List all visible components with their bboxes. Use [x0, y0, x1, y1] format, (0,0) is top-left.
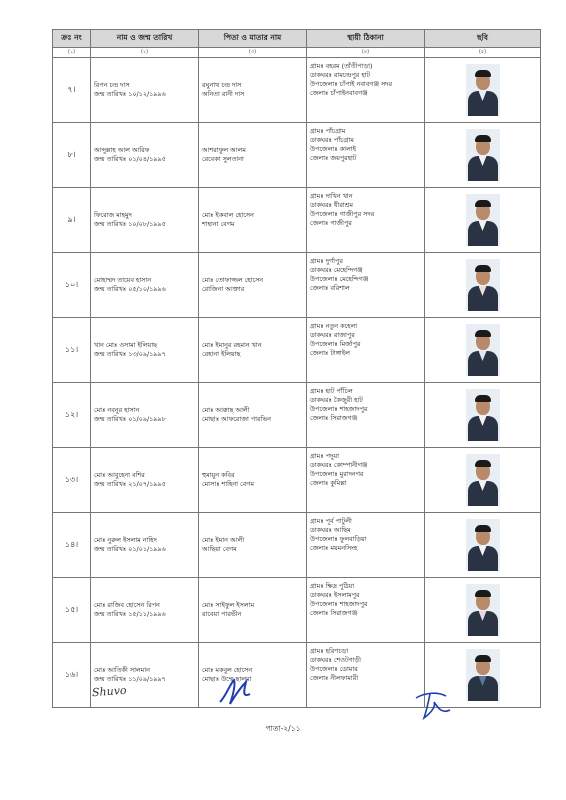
date-of-birth: জন্ম তারিখঃ ০৫/১০/১৯৯৬ [94, 285, 166, 293]
candidate-photo [466, 324, 500, 376]
serial-cell: ১২। [53, 383, 91, 448]
parents-cell [199, 383, 307, 448]
name-dob-cell [91, 253, 199, 318]
address-cell [307, 318, 425, 383]
table-row [53, 383, 541, 448]
father-name: মোঃ সাইফুল ইসলাম [202, 601, 255, 610]
address-line: গ্রামঃ বহরম (তাঁতীপাড়া) [310, 62, 373, 70]
column-number: (১) [53, 48, 91, 58]
address-line: উপজেলাঃ ফুলবাড়িয়া [310, 534, 367, 543]
photo-cell [425, 383, 541, 448]
father-name: মোঃ ইকবাল হোসেন [202, 211, 254, 220]
name-dob-cell [91, 318, 199, 383]
address-line: জেলাঃ টাঙ্গাইল [310, 348, 350, 357]
candidate-table [52, 29, 541, 708]
table-row [53, 448, 541, 513]
address-line: গ্রামঃ পদুয়া [310, 452, 339, 460]
page-number: পাতা-২/১১ [265, 724, 301, 733]
date-of-birth: জন্ম তারিখঃ ১০/০৮/১৯৯৫ [94, 220, 166, 228]
address-line: গ্রামঃ পাঁচগ্রাম [310, 127, 346, 135]
name-dob-cell [91, 123, 199, 188]
photo-hair [475, 590, 491, 597]
header-address: স্থায়ী ঠিকানা [307, 30, 425, 48]
address-line: জেলাঃ সিরাজগঞ্জ [310, 608, 358, 617]
father-name: মোঃ ইমান আলী [202, 536, 245, 545]
name-dob-cell [91, 188, 199, 253]
father-name: মোঃ ইমানুর রহমান খান [202, 341, 262, 350]
address-line: গ্রামঃ দাখিন খান [310, 192, 353, 200]
date-of-birth: জন্ম তারিখঃ ১৫/১১/১৯৯৬ [94, 610, 166, 618]
column-number: (২) [91, 48, 199, 58]
signature-right [412, 688, 456, 722]
photo-hair [475, 135, 491, 142]
parents-cell [199, 318, 307, 383]
mother-name: রাবেয়া পারভীন [202, 610, 242, 618]
address-line: উপজেলাঃ চাঁপাই নবাবগঞ্জ সদর [310, 79, 393, 88]
address-line: গ্রামঃ হাট পাঁচিল [310, 387, 353, 395]
name-dob-cell [91, 513, 199, 578]
table-row [53, 578, 541, 643]
photo-cell [425, 58, 541, 123]
father-name: হুমায়ুন কবির [202, 471, 235, 480]
column-number: (৩) [199, 48, 307, 58]
name-dob-cell [91, 58, 199, 123]
photo-hair [475, 460, 491, 467]
address-line: ডাকঘরঃ ধীরাশ্রম [310, 200, 353, 209]
candidate-name: রিপন চন্দ্র দাস [94, 81, 130, 90]
candidate-name: মোঃ নুরুল ইসলাম নাহিদ [94, 536, 157, 545]
signature-shuvo: Shuvo [91, 683, 127, 700]
name-dob-cell [91, 383, 199, 448]
parents-cell [199, 188, 307, 253]
mother-name: রোজিনা আক্তার [202, 285, 245, 293]
date-of-birth: জন্ম তারিখঃ ১১/০৯/১৯৯৭ [94, 675, 166, 683]
address-line: উপজেলাঃ শাহজাদপুর [310, 599, 368, 608]
date-of-birth: জন্ম তারিখঃ ০১/০৪/১৯৯৫ [94, 155, 166, 163]
mother-name: মোসাঃ শাহিনা বেগম [202, 480, 254, 488]
serial-cell: ১৩। [53, 448, 91, 513]
address-line: ডাকঘরঃ পাঁচগ্রাম [310, 135, 354, 144]
date-of-birth: জন্ম তারিখঃ ১০/১২/১৯৯৬ [94, 90, 166, 98]
address-cell [307, 58, 425, 123]
address-cell [307, 188, 425, 253]
mother-name: মোছাঃ উম্মে ছালমা [202, 675, 252, 683]
mother-name: অনিতা রানী দাস [202, 90, 245, 98]
address-line: জেলাঃ জয়পুরহাট [310, 153, 357, 162]
address-line: ডাকঘরঃ কৈজুরী হাট [310, 395, 363, 404]
photo-cell [425, 318, 541, 383]
mother-name: রেহানা ইলিয়াছ [202, 350, 241, 358]
table-row [53, 253, 541, 318]
address-line: ডাকঘরঃ রামচন্দ্রপুর হাট [310, 70, 371, 79]
parents-cell [199, 123, 307, 188]
serial-cell: ৯। [53, 188, 91, 253]
address-cell [307, 643, 425, 708]
date-of-birth: জন্ম তারিখঃ ০১/০৯/১৯৯৮ [94, 415, 166, 423]
date-of-birth: জন্ম তারিখঃ ২১/০৭/১৯৯৫ [94, 480, 166, 488]
address-line: ডাকঘরঃ শেওটগাড়ী [310, 655, 361, 664]
signature-middle [216, 676, 256, 708]
column-number-row [53, 48, 541, 58]
candidate-photo [466, 259, 500, 311]
address-line: উপজেলাঃ গাজীপুর সদর [310, 209, 375, 218]
candidate-name: আব্দুল্লাহ আল আরিফ [94, 146, 150, 155]
mother-name: আছিয়া বেগম [202, 545, 237, 553]
father-name: রঘুনাথ চন্দ্র দাস [202, 81, 242, 90]
candidate-name: মোহাম্মদ তায়েব হাসান [94, 276, 152, 285]
header-photo: ছবি [425, 30, 541, 48]
address-line: উপজেলাঃ মুরাদনগর [310, 469, 364, 478]
date-of-birth: জন্ম তারিখঃ ১৩/০৯/১৯৯৭ [94, 350, 166, 358]
column-number: (৫) [425, 48, 541, 58]
address-line: উপজেলাঃ মেহেন্দিগঞ্জ [310, 274, 369, 283]
candidate-photo [466, 584, 500, 636]
address-line: গ্রামঃ দুর্গাপুর [310, 257, 343, 265]
candidate-photo [466, 519, 500, 571]
address-line: উপজেলাঃ কালাই [310, 144, 356, 153]
name-dob-cell [91, 448, 199, 513]
parents-cell [199, 448, 307, 513]
father-name: মোঃ তোফাজ্জল হোসেন [202, 276, 264, 285]
father-name: মোঃ মকবুল হোসেন [202, 666, 253, 675]
address-line: ডাকঘরঃ আছিম [310, 525, 351, 534]
parents-cell [199, 578, 307, 643]
address-line: উপজেলাঃ ডোমার [310, 664, 358, 673]
photo-hair [475, 330, 491, 337]
photo-cell [425, 513, 541, 578]
address-line: জেলাঃ কুমিল্লা [310, 478, 347, 487]
address-line: জেলাঃ সিরাজগঞ্জ [310, 413, 358, 422]
photo-cell [425, 253, 541, 318]
serial-cell: ১৫। [53, 578, 91, 643]
table-row [53, 318, 541, 383]
serial-cell: ১৪। [53, 513, 91, 578]
candidate-photo [466, 129, 500, 181]
candidate-name: ফিরোজ মাহমুদ [94, 211, 132, 220]
column-number: (৪) [307, 48, 425, 58]
photo-hair [475, 265, 491, 272]
address-cell [307, 383, 425, 448]
header-serial: ক্রঃ নং [53, 30, 91, 48]
candidate-name: খান মোঃ ওসামা ইলিয়াছ [94, 341, 157, 350]
address-line: গ্রামঃ ক্ষিদ্র পুঠিয়া [310, 582, 355, 590]
photo-cell [425, 188, 541, 253]
table-header-row [53, 30, 541, 48]
address-line: উপজেলাঃ মির্জাপুর [310, 339, 361, 348]
parents-cell [199, 253, 307, 318]
address-line: গ্রামঃ হরিণচড়া [310, 647, 349, 655]
candidate-name: মোঃ নবনুর হাসান [94, 406, 140, 415]
parents-cell [199, 58, 307, 123]
address-line: ডাকঘরঃ ইসলামপুর [310, 590, 360, 599]
photo-hair [475, 70, 491, 77]
serial-cell: ১১। [53, 318, 91, 383]
table-row [53, 58, 541, 123]
table-row [53, 643, 541, 708]
candidate-name: মোঃ আবুহেনা বশির [94, 471, 145, 480]
photo-hair [475, 655, 491, 662]
address-line: গ্রামঃ পূর্ব পাটুলী [310, 517, 352, 525]
address-line: জেলাঃ ময়মনসিংহ [310, 543, 358, 552]
address-line: ডাকঘরঃ মেহেন্দিগঞ্জ [310, 265, 363, 274]
address-cell [307, 513, 425, 578]
address-cell [307, 123, 425, 188]
candidate-photo [466, 454, 500, 506]
address-cell [307, 253, 425, 318]
header-name-dob: নাম ও জন্ম তারিখ [91, 30, 199, 48]
table-row [53, 188, 541, 253]
serial-cell: ৮। [53, 123, 91, 188]
address-cell [307, 448, 425, 513]
photo-cell [425, 578, 541, 643]
table-row [53, 513, 541, 578]
mother-name: শাহানা বেগম [202, 220, 235, 228]
candidate-photo [466, 649, 500, 701]
photo-hair [475, 200, 491, 207]
serial-cell: ১৬। [53, 643, 91, 708]
photo-hair [475, 395, 491, 402]
candidate-photo [466, 64, 500, 116]
address-cell [307, 578, 425, 643]
address-line: জেলাঃ চাঁপাইনবাবগঞ্জ [310, 88, 368, 97]
serial-cell: ১০। [53, 253, 91, 318]
candidate-name: মোঃ রাজিব হোসেন রিপন [94, 601, 160, 610]
photo-cell [425, 448, 541, 513]
address-line: গ্রামঃ নতুন কহেলা [310, 322, 358, 330]
father-name: মোঃ আক্কাছ আলী [202, 406, 250, 415]
candidate-photo [466, 389, 500, 441]
mother-name: রেবেকা সুলতানা [202, 155, 244, 163]
parents-cell [199, 513, 307, 578]
photo-hair [475, 525, 491, 532]
father-name: আশরাফুল আলম [202, 146, 246, 155]
table-row [53, 123, 541, 188]
candidate-name: মোঃ আতিকী সালমান [94, 666, 150, 675]
address-line: ডাকঘরঃ কোম্পানীগঞ্জ [310, 460, 368, 469]
candidate-photo [466, 194, 500, 246]
serial-cell: ৭। [53, 58, 91, 123]
address-line: উপজেলাঃ শাহজাদপুর [310, 404, 368, 413]
address-line: জেলাঃ নীলফামারী [310, 673, 359, 682]
mother-name: মোছাঃ আফরোজা পারভিন [202, 415, 271, 423]
header-parents: পিতা ও মাতার নাম [199, 30, 307, 48]
address-line: জেলাঃ গাজীপুর [310, 218, 352, 227]
date-of-birth: জন্ম তারিখঃ ০১/০১/১৯৯৬ [94, 545, 166, 553]
address-line: জেলাঃ বরিশাল [310, 283, 350, 292]
address-line: ডাকঘরঃ রাজাপুর [310, 330, 355, 339]
photo-cell [425, 123, 541, 188]
name-dob-cell [91, 578, 199, 643]
